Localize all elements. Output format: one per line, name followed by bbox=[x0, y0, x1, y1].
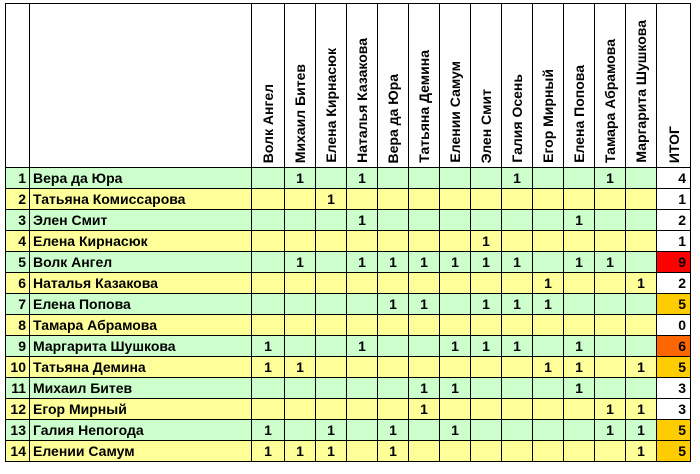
column-header bbox=[378, 4, 409, 168]
row-name: Елена Попова bbox=[30, 294, 252, 315]
vote-cell bbox=[595, 210, 626, 231]
vote-cell: 1 bbox=[285, 357, 316, 378]
vote-cell bbox=[502, 315, 533, 336]
total-header bbox=[657, 4, 691, 168]
vote-cell bbox=[285, 189, 316, 210]
vote-cell bbox=[595, 336, 626, 357]
vote-cell bbox=[533, 399, 564, 420]
vote-cell bbox=[252, 378, 285, 399]
vote-cell bbox=[316, 315, 347, 336]
row-number: 5 bbox=[6, 252, 30, 273]
vote-cell bbox=[409, 189, 440, 210]
vote-cell: 1 bbox=[595, 420, 626, 441]
table-row bbox=[6, 294, 691, 315]
total-cell: 0 bbox=[657, 315, 691, 336]
vote-cell bbox=[595, 357, 626, 378]
table-row bbox=[6, 357, 691, 378]
row-number: 12 bbox=[6, 399, 30, 420]
vote-cell bbox=[564, 294, 595, 315]
column-header bbox=[252, 4, 285, 168]
vote-cell bbox=[440, 210, 471, 231]
vote-cell bbox=[533, 441, 564, 462]
vote-cell bbox=[378, 399, 409, 420]
table-row bbox=[6, 210, 691, 231]
vote-cell bbox=[502, 231, 533, 252]
row-number: 6 bbox=[6, 273, 30, 294]
vote-cell: 1 bbox=[502, 294, 533, 315]
column-header bbox=[564, 4, 595, 168]
vote-cell: 1 bbox=[252, 357, 285, 378]
column-header-label: Наталья Казакова bbox=[354, 38, 370, 163]
row-name: Татьяна Комиссарова bbox=[30, 189, 252, 210]
table-row bbox=[6, 231, 691, 252]
vote-cell bbox=[471, 273, 502, 294]
vote-cell bbox=[378, 273, 409, 294]
vote-cell bbox=[378, 315, 409, 336]
vote-cell: 1 bbox=[440, 378, 471, 399]
vote-cell: 1 bbox=[440, 252, 471, 273]
column-header bbox=[409, 4, 440, 168]
vote-cell: 1 bbox=[564, 252, 595, 273]
vote-cell bbox=[533, 252, 564, 273]
vote-cell: 1 bbox=[471, 231, 502, 252]
total-cell: 4 bbox=[657, 168, 691, 189]
vote-cell: 1 bbox=[347, 252, 378, 273]
row-name: Михаил Битев bbox=[30, 378, 252, 399]
vote-cell bbox=[252, 231, 285, 252]
row-number: 13 bbox=[6, 420, 30, 441]
vote-cell: 1 bbox=[285, 168, 316, 189]
total-cell: 6 bbox=[657, 336, 691, 357]
table-row bbox=[6, 273, 691, 294]
column-header-label: Егор Мирный bbox=[540, 69, 556, 163]
vote-cell bbox=[502, 189, 533, 210]
vote-cell: 1 bbox=[626, 441, 657, 462]
table-row bbox=[6, 252, 691, 273]
vote-cell bbox=[285, 399, 316, 420]
column-header bbox=[440, 4, 471, 168]
vote-cell bbox=[347, 441, 378, 462]
total-cell: 5 bbox=[657, 420, 691, 441]
vote-cell bbox=[347, 315, 378, 336]
vote-cell bbox=[533, 189, 564, 210]
vote-cell bbox=[471, 399, 502, 420]
vote-cell bbox=[347, 420, 378, 441]
vote-cell bbox=[502, 210, 533, 231]
vote-cell: 1 bbox=[409, 378, 440, 399]
table-row bbox=[6, 168, 691, 189]
vote-cell: 1 bbox=[595, 168, 626, 189]
vote-cell: 1 bbox=[471, 336, 502, 357]
table-row bbox=[6, 189, 691, 210]
vote-cell: 1 bbox=[409, 399, 440, 420]
vote-cell: 1 bbox=[502, 168, 533, 189]
vote-cell bbox=[502, 378, 533, 399]
column-header-label: Вера да Юра bbox=[385, 73, 401, 163]
vote-cell: 1 bbox=[347, 336, 378, 357]
vote-cell bbox=[347, 357, 378, 378]
vote-cell bbox=[316, 336, 347, 357]
table-row bbox=[6, 378, 691, 399]
vote-cell: 1 bbox=[378, 420, 409, 441]
vote-cell bbox=[595, 189, 626, 210]
vote-cell bbox=[533, 210, 564, 231]
vote-cell bbox=[471, 441, 502, 462]
column-header bbox=[285, 4, 316, 168]
vote-cell bbox=[378, 231, 409, 252]
vote-cell bbox=[285, 420, 316, 441]
column-header-label: Маргарита Шушкова bbox=[633, 20, 649, 163]
column-header-label: Галия Осень bbox=[509, 74, 525, 163]
vote-cell bbox=[285, 231, 316, 252]
total-cell: 2 bbox=[657, 273, 691, 294]
vote-cell bbox=[409, 336, 440, 357]
vote-cell bbox=[626, 252, 657, 273]
total-cell: 3 bbox=[657, 378, 691, 399]
vote-cell bbox=[316, 210, 347, 231]
vote-cell bbox=[252, 294, 285, 315]
vote-cell bbox=[471, 315, 502, 336]
total-cell: 1 bbox=[657, 231, 691, 252]
row-number: 3 bbox=[6, 210, 30, 231]
column-header-label: Елении Самум bbox=[447, 61, 463, 163]
vote-cell bbox=[285, 315, 316, 336]
row-name: Галия Непогода bbox=[30, 420, 252, 441]
row-name: Егор Мирный bbox=[30, 399, 252, 420]
vote-cell: 1 bbox=[378, 294, 409, 315]
vote-cell bbox=[347, 273, 378, 294]
vote-cell bbox=[378, 168, 409, 189]
vote-cell bbox=[502, 357, 533, 378]
table-row bbox=[6, 336, 691, 357]
vote-cell bbox=[440, 399, 471, 420]
vote-cell: 1 bbox=[285, 441, 316, 462]
column-header-label: Елена Кирнасюк bbox=[323, 48, 339, 163]
vote-cell bbox=[533, 420, 564, 441]
row-name: Тамара Абрамова bbox=[30, 315, 252, 336]
vote-cell bbox=[595, 378, 626, 399]
column-header bbox=[471, 4, 502, 168]
column-header-label: Волк Ангел bbox=[260, 83, 276, 163]
vote-cell bbox=[471, 420, 502, 441]
name-header-cell bbox=[30, 4, 252, 168]
vote-cell bbox=[440, 273, 471, 294]
vote-cell bbox=[316, 273, 347, 294]
vote-cell bbox=[409, 357, 440, 378]
table-row bbox=[6, 399, 691, 420]
vote-cell bbox=[252, 315, 285, 336]
vote-cell bbox=[409, 315, 440, 336]
vote-cell bbox=[626, 189, 657, 210]
table-row bbox=[6, 441, 691, 462]
vote-cell bbox=[564, 399, 595, 420]
vote-cell: 1 bbox=[564, 378, 595, 399]
vote-cell bbox=[471, 357, 502, 378]
vote-cell bbox=[595, 273, 626, 294]
vote-cell: 1 bbox=[316, 189, 347, 210]
vote-cell bbox=[440, 357, 471, 378]
column-header-label: Елена Попова bbox=[571, 65, 587, 163]
vote-cell: 1 bbox=[564, 357, 595, 378]
vote-cell bbox=[440, 294, 471, 315]
vote-cell bbox=[285, 273, 316, 294]
total-cell: 5 bbox=[657, 357, 691, 378]
vote-cell bbox=[626, 210, 657, 231]
row-number: 2 bbox=[6, 189, 30, 210]
vote-cell bbox=[252, 273, 285, 294]
vote-cell bbox=[626, 168, 657, 189]
row-name: Татьяна Демина bbox=[30, 357, 252, 378]
vote-cell: 1 bbox=[252, 420, 285, 441]
vote-cell bbox=[285, 294, 316, 315]
vote-cell: 1 bbox=[440, 336, 471, 357]
vote-cell bbox=[378, 189, 409, 210]
vote-cell bbox=[440, 231, 471, 252]
vote-cell bbox=[409, 168, 440, 189]
vote-cell bbox=[440, 315, 471, 336]
vote-cell: 1 bbox=[252, 336, 285, 357]
total-cell: 2 bbox=[657, 210, 691, 231]
vote-cell bbox=[595, 315, 626, 336]
vote-cell: 1 bbox=[595, 399, 626, 420]
vote-cell: 1 bbox=[564, 336, 595, 357]
vote-cell bbox=[564, 315, 595, 336]
vote-cell: 1 bbox=[626, 420, 657, 441]
vote-cell bbox=[252, 210, 285, 231]
row-number: 8 bbox=[6, 315, 30, 336]
vote-cell bbox=[626, 336, 657, 357]
row-name: Елении Самум bbox=[30, 441, 252, 462]
vote-cell bbox=[347, 231, 378, 252]
vote-cell bbox=[252, 189, 285, 210]
vote-cell bbox=[285, 378, 316, 399]
column-header bbox=[347, 4, 378, 168]
vote-cell bbox=[502, 273, 533, 294]
vote-cell: 1 bbox=[626, 273, 657, 294]
vote-cell bbox=[626, 231, 657, 252]
vote-cell bbox=[564, 420, 595, 441]
row-number: 9 bbox=[6, 336, 30, 357]
column-header-label: Тамара Абрамова bbox=[602, 38, 618, 163]
vote-cell bbox=[409, 273, 440, 294]
column-header-label: Татьяна Демина bbox=[416, 50, 432, 163]
vote-cell: 1 bbox=[378, 441, 409, 462]
vote-cell: 1 bbox=[347, 210, 378, 231]
vote-cell bbox=[471, 189, 502, 210]
row-number: 10 bbox=[6, 357, 30, 378]
vote-cell bbox=[347, 399, 378, 420]
vote-cell bbox=[409, 420, 440, 441]
total-header-label: ИТОГ bbox=[665, 125, 682, 163]
vote-cell bbox=[409, 231, 440, 252]
column-header bbox=[502, 4, 533, 168]
total-cell: 9 bbox=[657, 252, 691, 273]
vote-cell bbox=[471, 210, 502, 231]
vote-cell: 1 bbox=[502, 252, 533, 273]
vote-cell: 1 bbox=[440, 420, 471, 441]
vote-cell: 1 bbox=[285, 252, 316, 273]
row-name: Элен Смит bbox=[30, 210, 252, 231]
corner-cell bbox=[6, 4, 30, 168]
row-name: Волк Ангел bbox=[30, 252, 252, 273]
vote-cell bbox=[564, 168, 595, 189]
column-header-label: Михаил Битев bbox=[292, 63, 308, 163]
column-header bbox=[595, 4, 626, 168]
vote-cell: 1 bbox=[409, 294, 440, 315]
row-name: Вера да Юра bbox=[30, 168, 252, 189]
vote-cell bbox=[378, 336, 409, 357]
vote-cell bbox=[533, 378, 564, 399]
vote-cell bbox=[252, 399, 285, 420]
voting-table bbox=[5, 3, 691, 462]
vote-cell: 1 bbox=[564, 210, 595, 231]
vote-cell bbox=[533, 168, 564, 189]
vote-cell bbox=[533, 315, 564, 336]
vote-cell bbox=[471, 378, 502, 399]
vote-cell bbox=[564, 189, 595, 210]
row-number: 4 bbox=[6, 231, 30, 252]
vote-cell bbox=[378, 357, 409, 378]
vote-cell bbox=[252, 252, 285, 273]
header-row bbox=[6, 4, 691, 168]
vote-cell bbox=[533, 336, 564, 357]
vote-cell bbox=[316, 357, 347, 378]
vote-cell bbox=[564, 273, 595, 294]
total-cell: 5 bbox=[657, 441, 691, 462]
vote-cell bbox=[626, 378, 657, 399]
table-row bbox=[6, 315, 691, 336]
vote-cell: 1 bbox=[316, 420, 347, 441]
total-cell: 3 bbox=[657, 399, 691, 420]
vote-cell bbox=[440, 441, 471, 462]
vote-cell: 1 bbox=[626, 357, 657, 378]
row-name: Елена Кирнасюк bbox=[30, 231, 252, 252]
vote-cell bbox=[533, 231, 564, 252]
row-name: Маргарита Шушкова bbox=[30, 336, 252, 357]
row-name: Наталья Казакова bbox=[30, 273, 252, 294]
vote-cell bbox=[564, 441, 595, 462]
row-number: 14 bbox=[6, 441, 30, 462]
vote-cell bbox=[252, 168, 285, 189]
vote-cell: 1 bbox=[471, 294, 502, 315]
vote-cell: 1 bbox=[471, 252, 502, 273]
vote-cell bbox=[316, 231, 347, 252]
vote-cell: 1 bbox=[533, 357, 564, 378]
vote-cell bbox=[502, 420, 533, 441]
vote-cell bbox=[316, 378, 347, 399]
column-header bbox=[626, 4, 657, 168]
vote-cell: 1 bbox=[533, 273, 564, 294]
vote-cell bbox=[440, 168, 471, 189]
vote-cell bbox=[285, 336, 316, 357]
vote-cell bbox=[378, 378, 409, 399]
vote-cell: 1 bbox=[533, 294, 564, 315]
vote-cell bbox=[440, 189, 471, 210]
vote-cell bbox=[502, 399, 533, 420]
vote-cell: 1 bbox=[347, 168, 378, 189]
vote-cell: 1 bbox=[378, 252, 409, 273]
column-header-label: Элен Смит bbox=[478, 88, 494, 163]
vote-cell bbox=[595, 441, 626, 462]
total-cell: 5 bbox=[657, 294, 691, 315]
row-number: 11 bbox=[6, 378, 30, 399]
vote-cell: 1 bbox=[409, 252, 440, 273]
vote-cell bbox=[316, 294, 347, 315]
vote-cell bbox=[409, 210, 440, 231]
vote-cell bbox=[316, 399, 347, 420]
vote-cell: 1 bbox=[595, 252, 626, 273]
vote-cell bbox=[595, 231, 626, 252]
vote-cell bbox=[471, 168, 502, 189]
vote-cell bbox=[347, 189, 378, 210]
vote-cell bbox=[626, 315, 657, 336]
column-header bbox=[316, 4, 347, 168]
vote-cell bbox=[316, 252, 347, 273]
vote-cell bbox=[316, 168, 347, 189]
vote-cell: 1 bbox=[502, 336, 533, 357]
table-row bbox=[6, 420, 691, 441]
column-header bbox=[533, 4, 564, 168]
vote-cell bbox=[502, 441, 533, 462]
vote-cell bbox=[347, 294, 378, 315]
vote-cell bbox=[564, 231, 595, 252]
vote-cell bbox=[347, 378, 378, 399]
vote-cell: 1 bbox=[626, 399, 657, 420]
total-cell: 1 bbox=[657, 189, 691, 210]
row-number: 7 bbox=[6, 294, 30, 315]
vote-cell bbox=[285, 210, 316, 231]
vote-cell: 1 bbox=[252, 441, 285, 462]
vote-cell bbox=[378, 210, 409, 231]
vote-cell bbox=[409, 441, 440, 462]
vote-cell bbox=[595, 294, 626, 315]
vote-cell bbox=[626, 294, 657, 315]
row-number: 1 bbox=[6, 168, 30, 189]
vote-cell: 1 bbox=[316, 441, 347, 462]
